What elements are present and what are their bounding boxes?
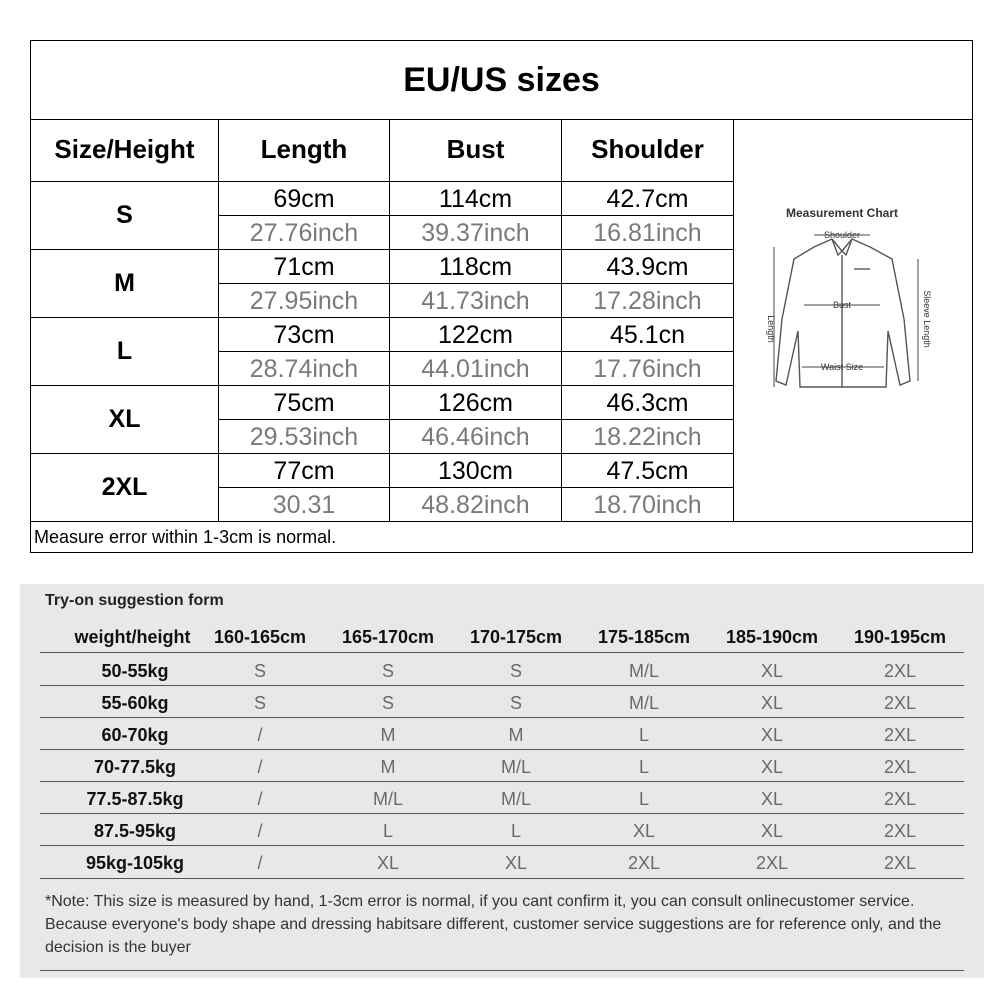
header-size-height: Size/Height <box>31 119 219 220</box>
length-inch: 27.95inch <box>219 284 390 318</box>
bust-inch: 39.37inch <box>390 216 562 250</box>
size-suggestion: XL <box>760 693 784 713</box>
size-suggestion: M/L <box>500 789 531 809</box>
header-weight-height: weight/height <box>74 627 191 647</box>
shoulder-cm: 47.5cm <box>562 454 734 488</box>
size-chart-title: EU/US sizes <box>31 41 972 120</box>
weight-label: 95kg-105kg <box>85 853 185 873</box>
shoulder-cm: 42.7cm <box>562 182 734 216</box>
size-suggestion: M <box>508 725 524 745</box>
bust-inch: 41.73inch <box>390 284 562 318</box>
size-suggestion: S <box>381 661 394 681</box>
size-suggestion: S <box>509 693 522 713</box>
length-inch: 28.74inch <box>219 352 390 386</box>
size-suggestion: M/L <box>628 693 659 713</box>
size-suggestion: L <box>382 821 393 841</box>
size-suggestion: XL <box>760 661 784 681</box>
size-label: L <box>31 318 219 385</box>
tryon-note: *Note: This size is measured by hand, 1-3cm error is normal, if you cant confirm it, you can consult onlinecustomer service. Because everyone's body shape and dressing habitsare different, customer service suggestions are for reference only, and the decision is the buyer <box>45 893 942 956</box>
weight-label: 60-70kg <box>101 725 169 745</box>
size-suggestion: XL <box>632 821 656 841</box>
size-suggestion: XL <box>376 853 400 873</box>
size-label: 2XL <box>31 454 219 521</box>
size-suggestion: / <box>257 853 263 873</box>
tryon-suggestion-form <box>20 584 984 978</box>
shoulder-inch: 18.70inch <box>562 488 734 522</box>
diagram-title: Measurement Chart <box>785 206 899 220</box>
size-suggestion: S <box>253 693 266 713</box>
bust-cm: 114cm <box>390 182 562 216</box>
diagram-waist-label: Waist Size <box>820 362 864 372</box>
size-suggestion: L <box>510 821 521 841</box>
length-inch: 30.31 <box>219 488 390 522</box>
size-suggestion: L <box>638 789 649 809</box>
size-suggestion: XL <box>504 853 528 873</box>
size-suggestion: XL <box>760 757 784 777</box>
header-length: Length <box>219 119 390 220</box>
measurement-chart-diagram <box>734 119 972 521</box>
size-suggestion: 2XL <box>883 693 917 713</box>
length-cm: 71cm <box>219 250 390 284</box>
bust-inch: 44.01inch <box>390 352 562 386</box>
size-suggestion: 2XL <box>883 853 917 873</box>
size-suggestion: 2XL <box>883 789 917 809</box>
bust-cm: 130cm <box>390 454 562 488</box>
size-suggestion: 2XL <box>883 757 917 777</box>
size-suggestion: XL <box>760 821 784 841</box>
size-suggestion: 2XL <box>883 725 917 745</box>
header-height: 175-185cm <box>597 627 691 647</box>
size-suggestion: S <box>381 693 394 713</box>
size-suggestion: S <box>509 661 522 681</box>
header-bust: Bust <box>390 119 562 220</box>
size-suggestion: 2XL <box>627 853 661 873</box>
length-cm: 75cm <box>219 386 390 420</box>
diagram-sleeve-label: Sleeve Length <box>922 290 932 348</box>
header-height: 185-190cm <box>725 627 819 647</box>
size-suggestion: M/L <box>500 757 531 777</box>
header-height: 160-165cm <box>213 627 307 647</box>
size-suggestion: / <box>257 789 263 809</box>
bust-cm: 126cm <box>390 386 562 420</box>
size-suggestion: / <box>257 821 263 841</box>
size-suggestion: 2XL <box>883 661 917 681</box>
size-suggestion: M <box>380 757 396 777</box>
length-inch: 27.76inch <box>219 216 390 250</box>
length-cm: 73cm <box>219 318 390 352</box>
size-suggestion: 2XL <box>883 821 917 841</box>
size-suggestion: M/L <box>372 789 403 809</box>
size-suggestion: M <box>380 725 396 745</box>
size-suggestion: S <box>253 661 266 681</box>
measure-error-note: Measure error within 1-3cm is normal. <box>31 521 972 552</box>
diagram-bust-label: Bust <box>832 300 852 310</box>
header-height: 165-170cm <box>341 627 435 647</box>
weight-label: 87.5-95kg <box>93 821 177 841</box>
shoulder-inch: 17.28inch <box>562 284 734 318</box>
size-suggestion: / <box>257 757 263 777</box>
bust-inch: 48.82inch <box>390 488 562 522</box>
header-height: 170-175cm <box>469 627 563 647</box>
size-suggestion: 2XL <box>755 853 789 873</box>
header-shoulder: Shoulder <box>562 119 734 220</box>
length-cm: 77cm <box>219 454 390 488</box>
size-label: S <box>31 182 219 249</box>
shoulder-inch: 18.22inch <box>562 420 734 454</box>
length-cm: 69cm <box>219 182 390 216</box>
size-suggestion: L <box>638 725 649 745</box>
shoulder-cm: 43.9cm <box>562 250 734 284</box>
size-suggestion: L <box>638 757 649 777</box>
size-suggestion: M/L <box>628 661 659 681</box>
size-chart <box>30 40 973 553</box>
shoulder-cm: 45.1cn <box>562 318 734 352</box>
weight-label: 77.5-87.5kg <box>86 789 184 809</box>
size-suggestion: XL <box>760 789 784 809</box>
diagram-length-label: Length <box>766 315 776 343</box>
tryon-title: Try-on suggestion form <box>45 592 224 609</box>
shoulder-cm: 46.3cm <box>562 386 734 420</box>
size-suggestion: XL <box>760 725 784 745</box>
size-label: XL <box>31 386 219 453</box>
weight-label: 50-55kg <box>101 661 169 681</box>
diagram-shoulder-label: Shoulder <box>823 230 861 240</box>
size-suggestion: / <box>257 725 263 745</box>
weight-label: 70-77.5kg <box>93 757 177 777</box>
size-label: M <box>31 250 219 317</box>
length-inch: 29.53inch <box>219 420 390 454</box>
weight-label: 55-60kg <box>101 693 169 713</box>
bust-cm: 122cm <box>390 318 562 352</box>
bust-cm: 118cm <box>390 250 562 284</box>
shoulder-inch: 17.76inch <box>562 352 734 386</box>
bust-inch: 46.46inch <box>390 420 562 454</box>
header-height: 190-195cm <box>853 627 947 647</box>
shoulder-inch: 16.81inch <box>562 216 734 250</box>
